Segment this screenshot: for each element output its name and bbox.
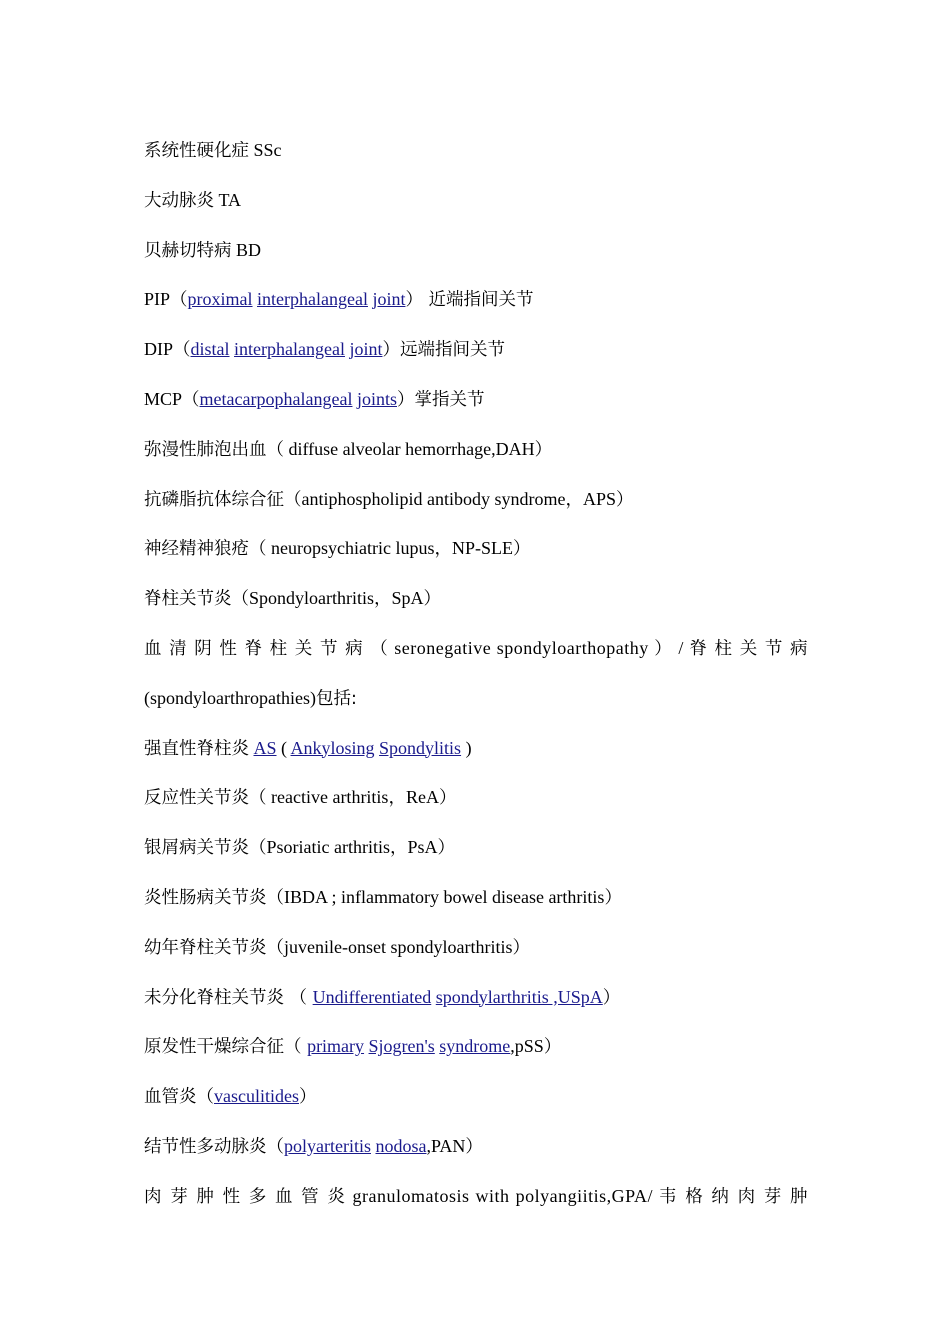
term-link[interactable]: joints (356, 388, 397, 409)
term-chinese-text: ） (465, 1136, 483, 1157)
term-chinese-text: ） (423, 589, 442, 610)
term-chinese-text: （ (170, 290, 188, 311)
term-chinese-text: 大动脉炎 (144, 190, 214, 211)
term-text: juvenile-onset spondyloarthritis (284, 936, 513, 957)
document-page (144, 132, 808, 1228)
term-text: / (672, 637, 690, 658)
term-link[interactable]: Spondylitis (379, 737, 462, 758)
term-link[interactable]: vasculitides (214, 1086, 299, 1107)
term-chinese-text: ） (602, 987, 621, 1008)
term-link[interactable]: distal (190, 339, 230, 360)
term-chinese-text: 银屑病关节炎（ (144, 838, 267, 859)
term-line-aps (144, 481, 808, 531)
term-text: APS (582, 488, 617, 509)
term-chinese-text: ， (389, 838, 408, 859)
term-chinese-text: ） (298, 1087, 317, 1108)
term-chinese-text: 韦 格 纳 肉 芽 肿 (659, 1186, 808, 1207)
term-link[interactable]: joint (349, 339, 383, 360)
term-link[interactable]: syndrome (439, 1036, 511, 1057)
term-text: PsA (407, 837, 438, 858)
term-link[interactable]: spondylarthritis ,USpA (435, 986, 603, 1007)
term-line-seroneg (144, 630, 808, 680)
term-chinese-text: 强直性脊柱炎 (144, 738, 249, 759)
term-chinese-text: 脊柱关节炎（ (144, 589, 249, 610)
term-chinese-text: （ (182, 389, 200, 410)
term-chinese-text: ） (512, 539, 531, 560)
term-text: granulomatosis with polyangiitis,GPA/ (346, 1185, 660, 1206)
term-text: reactive arthritis (266, 787, 389, 808)
term-line-rea (144, 779, 808, 829)
term-line-bd (144, 232, 808, 282)
term-text: ,PAN (426, 1135, 466, 1156)
term-link[interactable]: primary (307, 1036, 365, 1057)
term-line-pss (144, 1028, 808, 1078)
term-chinese-text: ， (434, 539, 452, 560)
term-text: IBDA ; inflammatory bowel disease arthritis (284, 886, 605, 907)
term-chinese-text: ， (374, 589, 392, 610)
term-line-dip (144, 331, 808, 381)
term-line-as (144, 730, 808, 780)
term-chinese-text: 血 清 阴 性 脊 柱 关 节 病 （ (144, 638, 389, 659)
term-chinese-text: 幼年脊柱关节炎（ (144, 937, 284, 958)
term-text: DIP (144, 339, 174, 360)
term-link[interactable]: polyarteritis (284, 1135, 371, 1156)
term-chinese-text: ， (388, 788, 406, 809)
term-chinese-text: ） (616, 489, 634, 510)
term-chinese-text: ）远端指间关节 (382, 340, 505, 361)
term-chinese-text: 肉 芽 肿 性 多 血 管 炎 (144, 1186, 347, 1207)
term-chinese-text: ） (654, 638, 673, 659)
term-line-pan (144, 1128, 808, 1178)
term-line-vasc (144, 1078, 808, 1128)
term-chinese-text: ） (437, 838, 455, 859)
term-text: ( (276, 737, 291, 758)
term-text: BD (231, 239, 262, 260)
term-chinese-text: ） (512, 937, 530, 958)
term-line-juvenile (144, 929, 808, 979)
term-chinese-text: ） (543, 1037, 562, 1058)
term-link[interactable]: proximal (187, 289, 253, 310)
term-chinese-text: 反应性关节炎（ (144, 788, 267, 809)
term-chinese-text: ） (438, 788, 457, 809)
term-text: ,pSS (510, 1036, 544, 1057)
term-chinese-text: 抗磷脂抗体综合征（ (144, 489, 302, 510)
term-text: NP-SLE (451, 538, 513, 559)
term-line-npsle (144, 530, 808, 580)
term-link[interactable]: Sjogren's (368, 1036, 435, 1057)
term-line-spa (144, 580, 808, 630)
term-text: Psoriatic arthritis (266, 837, 390, 858)
term-chinese-text: 弥漫性肺泡出血（ (144, 439, 284, 460)
term-text: SSc (249, 140, 282, 160)
term-text: SpA (391, 588, 424, 609)
term-text: PIP (144, 289, 171, 310)
term-text: ReA (405, 787, 439, 808)
term-link[interactable]: joint (372, 289, 406, 310)
term-text: seronegative spondyloarthopathy (388, 637, 655, 658)
term-chinese-text: 血管炎（ (144, 1087, 214, 1108)
term-chinese-text: ） (534, 439, 553, 460)
term-line-psa (144, 829, 808, 879)
term-line-pip (144, 281, 808, 331)
term-chinese-text: ） (604, 887, 622, 908)
term-text: Spondyloarthritis (249, 588, 374, 609)
term-text: neuropsychiatric lupus (266, 538, 435, 559)
term-text: antiphospholipid antibody syndrome (301, 488, 566, 509)
term-link[interactable]: Ankylosing (290, 737, 375, 758)
term-link[interactable]: Undifferentiated (312, 986, 432, 1007)
term-chinese-text: 未分化脊柱关节炎 （ (144, 987, 313, 1008)
term-chinese-text: 贝赫切特病 (144, 240, 232, 261)
term-line-dah (144, 431, 808, 481)
term-chinese-text: ） 近端指间关节 (405, 290, 534, 311)
term-link[interactable]: AS (253, 737, 277, 758)
term-chinese-text: 神经精神狼疮（ (144, 539, 267, 560)
term-link[interactable]: nodosa (375, 1135, 427, 1156)
term-line-mcp (144, 381, 808, 431)
term-line-seroneg2 (144, 680, 808, 730)
term-chinese-text: ， (565, 489, 583, 510)
term-text: (spondyloarthropathies) (144, 687, 316, 708)
term-chinese-text: 包括: (315, 688, 357, 709)
term-chinese-text: 系统性硬化症 (144, 141, 249, 161)
term-line-ssc (144, 132, 808, 182)
term-text: MCP (144, 388, 183, 409)
term-chinese-text: 炎性肠病关节炎（ (144, 887, 284, 908)
term-link[interactable]: interphalangeal (257, 289, 368, 310)
term-line-uspa (144, 979, 808, 1029)
term-chinese-text: ）掌指关节 (396, 389, 485, 410)
term-text: TA (214, 189, 242, 210)
term-text: ) (461, 737, 472, 758)
term-link[interactable]: interphalangeal (234, 339, 345, 360)
term-link[interactable]: metacarpophalangeal (199, 388, 353, 409)
term-chinese-text: 脊 柱 关 节 病 (689, 638, 808, 659)
term-chinese-text: 原发性干燥综合征（ (144, 1037, 308, 1058)
term-line-ta (144, 182, 808, 232)
term-chinese-text: 结节性多动脉炎（ (144, 1136, 284, 1157)
term-text: diffuse alveolar hemorrhage,DAH (284, 438, 535, 459)
term-line-ibda (144, 879, 808, 929)
term-chinese-text: （ (173, 340, 191, 361)
term-line-gpa (144, 1178, 808, 1228)
